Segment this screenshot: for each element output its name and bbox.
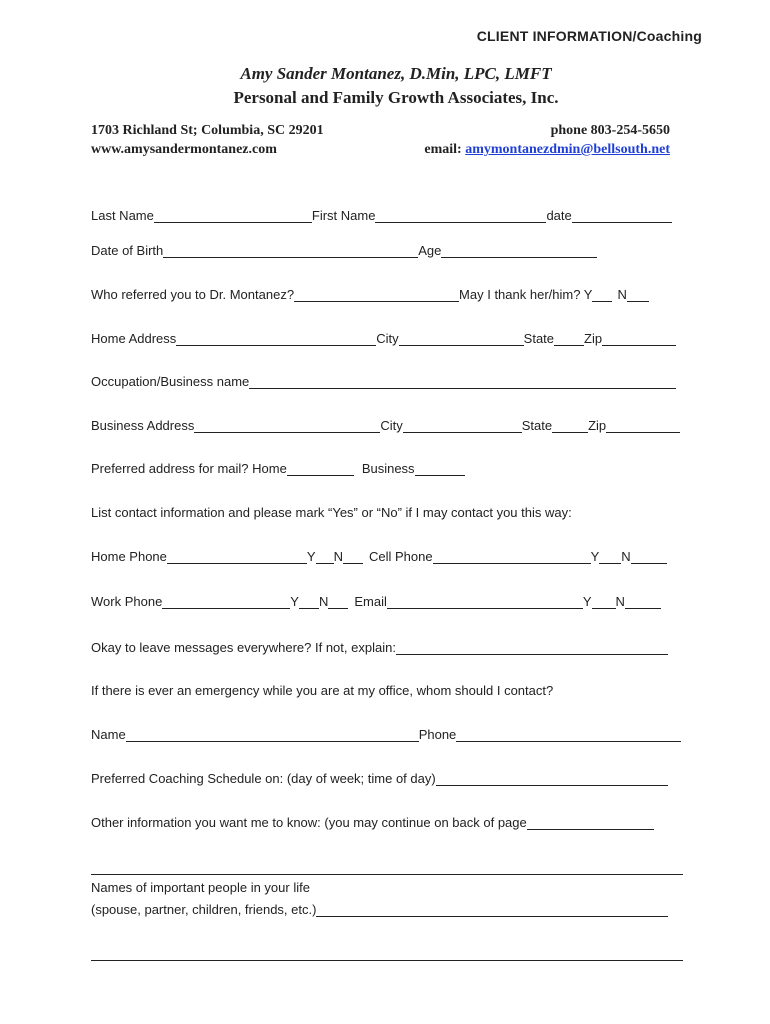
business-zip-label: Zip <box>588 418 607 433</box>
work-phone-no-field[interactable] <box>328 594 348 609</box>
date-field[interactable] <box>572 208 672 223</box>
emergency-question: If there is ever an emergency while you are at my office, whom should I contact? <box>91 683 554 698</box>
referred-field[interactable] <box>294 287 459 302</box>
email-field-label: Email <box>354 594 387 609</box>
work-phone-y-label: Y <box>290 594 299 609</box>
home-zip-label: Zip <box>584 331 603 346</box>
business-address-field[interactable] <box>194 418 380 433</box>
occupation-field[interactable] <box>249 374 676 389</box>
thank-yes-field[interactable] <box>592 287 612 302</box>
last-name-field[interactable] <box>154 208 312 223</box>
date-label: date <box>546 208 572 223</box>
work-row <box>91 594 661 612</box>
cell-phone-field[interactable] <box>433 549 591 564</box>
schedule-label: Preferred Coaching Schedule on: (day of week; time of day) <box>91 771 436 786</box>
first-name-field[interactable] <box>375 208 546 223</box>
preferred-mail-label: Preferred address for mail? Home <box>91 461 287 476</box>
business-address-row <box>91 418 680 436</box>
emergency-name-label: Name <box>91 727 126 742</box>
other-info-continuation-line[interactable] <box>91 874 683 875</box>
preferred-business-label: Business <box>361 461 415 476</box>
other-info-field[interactable] <box>527 815 654 830</box>
dob-label: Date of Birth <box>91 243 164 258</box>
emergency-phone-label: Phone <box>418 727 457 742</box>
home-state-field[interactable] <box>554 331 584 346</box>
dob-row <box>91 243 597 261</box>
email-no-field[interactable] <box>625 594 661 609</box>
street-address: 1703 Richland St; Columbia, SC 29201 <box>91 123 324 138</box>
emergency-name-field[interactable] <box>126 727 419 742</box>
important-people-row <box>91 902 668 920</box>
cell-phone-no-field[interactable] <box>631 549 667 564</box>
preferred-business-field[interactable] <box>415 461 465 476</box>
cell-phone-yes-field[interactable] <box>599 549 621 564</box>
messages-label: Okay to leave messages everywhere? If not, explain: <box>91 640 396 655</box>
home-phone-y-label: Y <box>306 549 316 564</box>
cell-phone-label: Cell Phone <box>368 549 433 564</box>
age-label: Age <box>418 243 442 258</box>
messages-field[interactable] <box>396 640 668 655</box>
preferred-mail-row <box>91 461 465 479</box>
referral-row <box>91 287 649 305</box>
occupation-label: Occupation/Business name <box>91 374 250 389</box>
important-people-continuation-line[interactable] <box>91 960 683 961</box>
important-people-label-1: Names of important people in your life <box>91 880 310 895</box>
business-address-label: Business Address <box>91 418 195 433</box>
work-phone-yes-field[interactable] <box>299 594 319 609</box>
email-link[interactable]: amymontanezdmin@bellsouth.net <box>465 142 670 157</box>
home-address-label: Home Address <box>91 331 177 346</box>
work-phone-n-label: N <box>318 594 329 609</box>
business-city-label: City <box>380 418 403 433</box>
occupation-row <box>91 374 676 392</box>
home-phone-label: Home Phone <box>91 549 167 564</box>
home-state-label: State <box>523 331 555 346</box>
first-name-label: First Name <box>311 208 376 223</box>
cell-phone-n-label: N <box>621 549 631 564</box>
dob-field[interactable] <box>163 243 418 258</box>
messages-row <box>91 640 668 658</box>
emergency-phone-field[interactable] <box>456 727 681 742</box>
email-line <box>424 142 670 158</box>
organization-name: Personal and Family Growth Associates, Inc. <box>233 88 559 107</box>
email-n-label: N <box>615 594 625 609</box>
name-row <box>91 208 672 226</box>
emergency-contact-row <box>91 727 681 745</box>
thank-label: May I thank her/him? Y <box>459 287 593 302</box>
phone-row <box>91 549 667 567</box>
business-city-field[interactable] <box>403 418 522 433</box>
email-field[interactable] <box>387 594 583 609</box>
home-city-field[interactable] <box>399 331 524 346</box>
home-phone-field[interactable] <box>167 549 307 564</box>
phone-number: phone 803-254-5650 <box>550 123 670 138</box>
practitioner-name: Amy Sander Montanez, D.Min, LPC, LMFT <box>240 64 552 83</box>
home-address-field[interactable] <box>176 331 376 346</box>
preferred-home-field[interactable] <box>287 461 354 476</box>
work-phone-label: Work Phone <box>91 594 163 609</box>
age-field[interactable] <box>441 243 597 258</box>
home-phone-n-label: N <box>333 549 343 564</box>
schedule-field[interactable] <box>436 771 668 786</box>
home-phone-yes-field[interactable] <box>316 549 334 564</box>
website-link[interactable]: www.amysandermontanez.com <box>91 142 277 157</box>
thank-no-field[interactable] <box>627 287 649 302</box>
cell-phone-y-label: Y <box>590 549 600 564</box>
home-zip-field[interactable] <box>602 331 676 346</box>
business-state-label: State <box>521 418 553 433</box>
important-people-label-2: (spouse, partner, children, friends, etc.) <box>91 902 317 917</box>
home-city-label: City <box>376 331 399 346</box>
form-type-label: CLIENT INFORMATION/Coaching <box>476 28 702 44</box>
business-zip-field[interactable] <box>606 418 680 433</box>
email-yes-field[interactable] <box>592 594 616 609</box>
email-label: email: <box>424 142 466 157</box>
contact-instructions: List contact information and please mark “Yes” or “No” if I may contact you this way: <box>91 505 572 520</box>
other-info-label: Other information you want me to know: (you may continue on back of page <box>91 815 527 830</box>
email-y-label: Y <box>582 594 592 609</box>
home-phone-no-field[interactable] <box>343 549 363 564</box>
schedule-row <box>91 771 668 789</box>
work-phone-field[interactable] <box>162 594 290 609</box>
home-address-row <box>91 331 676 349</box>
referred-label: Who referred you to Dr. Montanez? <box>91 287 295 302</box>
thank-no-label: N <box>617 287 627 302</box>
important-people-field[interactable] <box>316 902 668 917</box>
last-name-label: Last Name <box>91 208 154 223</box>
business-state-field[interactable] <box>552 418 588 433</box>
other-info-row <box>91 815 654 833</box>
